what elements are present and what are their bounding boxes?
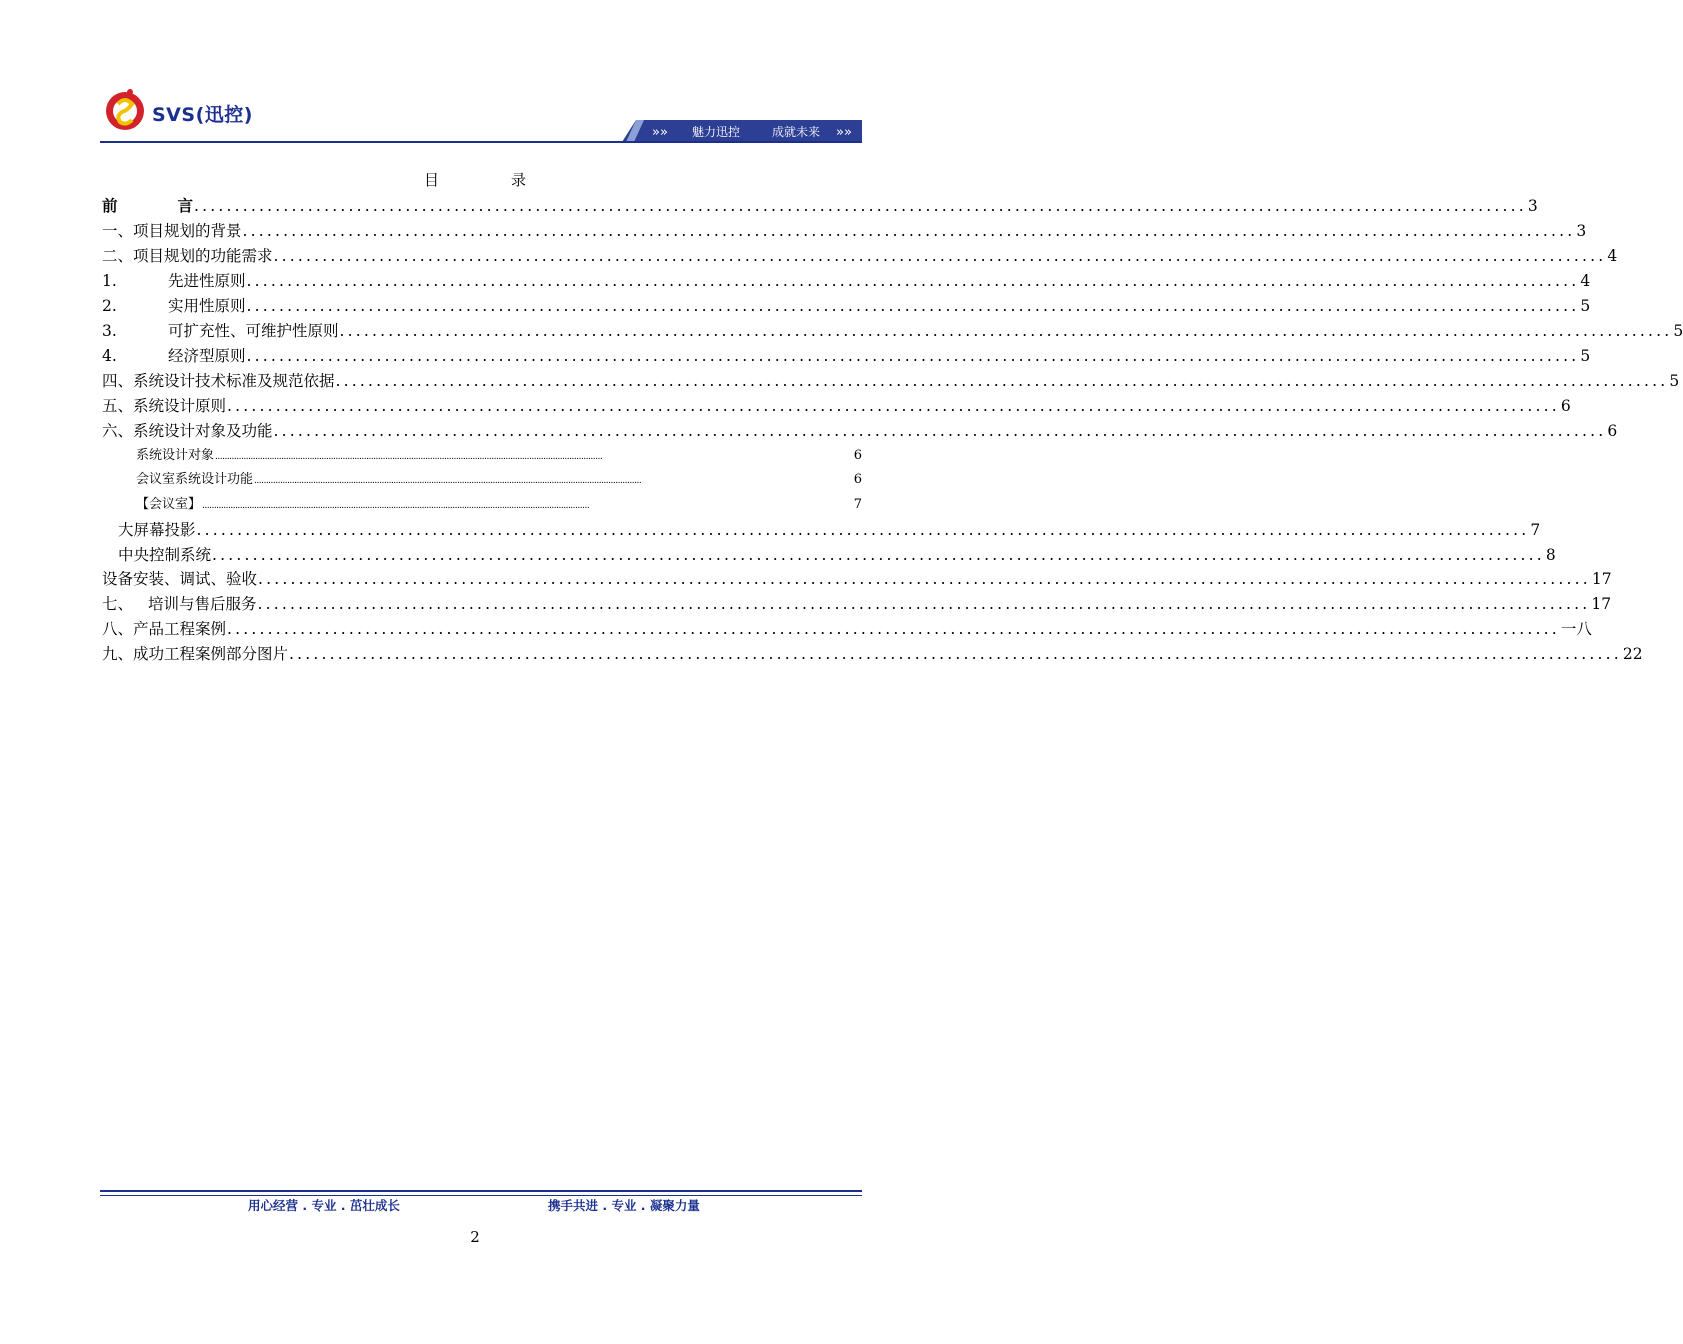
brand-name: SVS(迅控): [152, 104, 253, 126]
toc-entry[interactable]: 【会议室】 .................................................................................................................................................................... 7: [136, 497, 862, 512]
toc-entry[interactable]: 八、产品工程案例 .................................................................................................................................................................... 一八: [102, 620, 1592, 638]
toc-entry[interactable]: 1. 先进性原则 .................................................................................................................................................................... 4: [102, 272, 1591, 290]
svs-logo-icon: [104, 84, 146, 136]
toc-entry[interactable]: 一、项目规划的背景 .................................................................................................................................................................... 3: [102, 222, 1587, 240]
footer-divider: [100, 1190, 862, 1196]
toc-entry[interactable]: 设备安装、调试、验收 .................................................................................................................................................................... 17: [102, 570, 1612, 588]
toc-entry[interactable]: 六、系统设计对象及功能 .................................................................................................................................................................... 6: [102, 422, 1618, 440]
page-header: [100, 78, 862, 148]
svg-text:»»: »»: [652, 125, 668, 140]
banner-slogan-right: 成就未来: [772, 125, 821, 139]
toc-entry[interactable]: 会议室系统设计功能 .................................................................................................................................................................... 6: [136, 472, 862, 487]
header-banner: [622, 120, 862, 142]
toc-entry[interactable]: 系统设计对象 .................................................................................................................................................................... 6: [136, 448, 862, 463]
toc-entry[interactable]: 前 言 .................................................................................................................................................................... 3: [102, 196, 1538, 215]
banner-slogan-left: 魅力迅控: [692, 125, 741, 139]
toc-entry[interactable]: 九、成功工程案例部分图片 .................................................................................................................................................................... 22: [102, 645, 1643, 663]
toc-entry[interactable]: 五、系统设计原则 .................................................................................................................................................................... 6: [102, 397, 1571, 415]
footer-slogan-right: 携手共进 . 专业 . 凝聚力量: [548, 1198, 700, 1213]
svg-text:»»: »»: [836, 125, 852, 140]
toc-entry[interactable]: 2. 实用性原则 .................................................................................................................................................................... 5: [102, 297, 1591, 315]
page-number: 2: [470, 1228, 480, 1246]
toc-entry[interactable]: 4. 经济型原则 .................................................................................................................................................................... 5: [102, 347, 1591, 365]
toc-title: 目 录: [423, 171, 527, 189]
toc-entry[interactable]: 大屏幕投影 .................................................................................................................................................................... 7: [118, 521, 1541, 539]
toc-entry[interactable]: 四、系统设计技术标准及规范依据 .................................................................................................................................................................... 5: [102, 372, 1680, 390]
toc-entry[interactable]: 3. 可扩充性、可维护性原则 .................................................................................................................................................................... 5: [102, 322, 1683, 340]
toc-entry[interactable]: 七、 培训与售后服务 .................................................................................................................................................................... 17: [102, 595, 1612, 613]
toc-entry[interactable]: 二、项目规划的功能需求 .................................................................................................................................................................... 4: [102, 247, 1618, 265]
header-divider: [100, 141, 862, 143]
toc-entry[interactable]: 中央控制系统 .................................................................................................................................................................... 8: [118, 546, 1556, 564]
footer-slogan-left: 用心经营 . 专业 . 茁壮成长: [248, 1198, 400, 1213]
